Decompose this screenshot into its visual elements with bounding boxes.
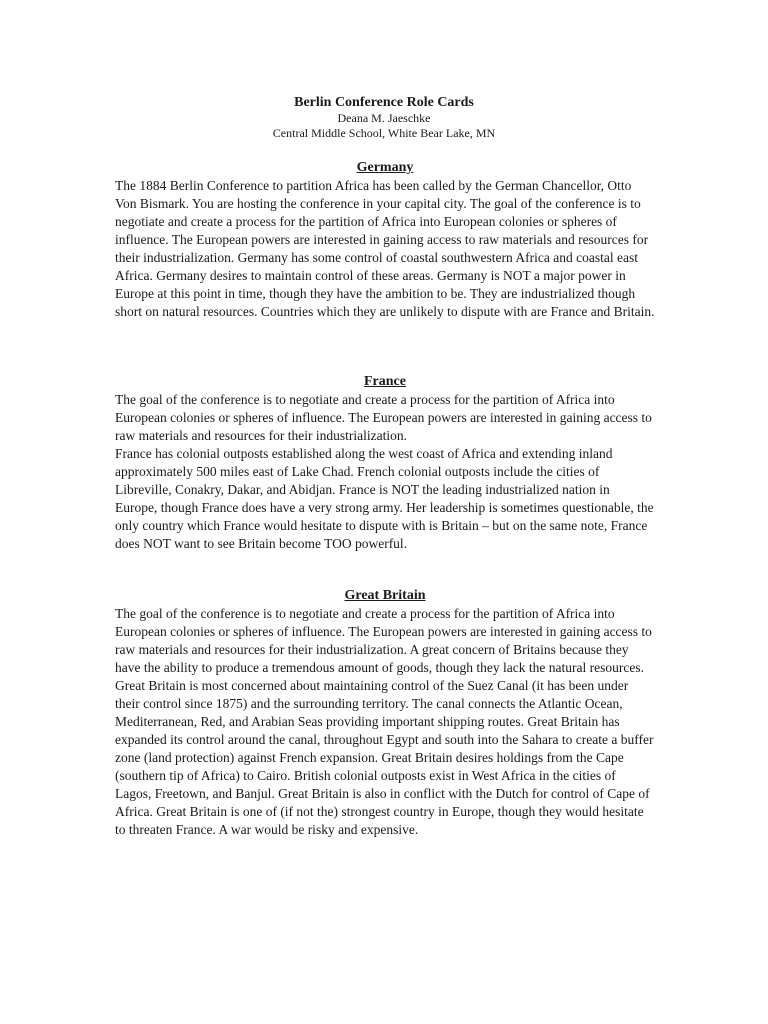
section-heading-france: France [364,374,406,389]
document-title: Berlin Conference Role Cards [294,95,474,110]
document-header [0,94,768,141]
section-paragraph: The 1884 Berlin Conference to partition Africa has been called by the German Chancellor, Otto Von Bismark. You are hosting the conference in your capital city. The goal of the conference is to negotiate and create a process for the partition of Africa into European colonies or spheres of influence. The European powers are interested in gaining access to raw materials and resources for their industrialization. Germany has some control of coastal southwestern Africa and coastal east Africa. Germany desires to maintain control of these areas. Germany is NOT a major power in Europe at this point in time, though they have the ambition to be. They are industrialized though short on natural resources. Countries which they are unlikely to dispute with are France and Britain. [115,178,655,319]
role-card-great-britain [115,587,655,839]
document-author: Deana M. Jaeschke [337,111,431,125]
document-school: Central Middle School, White Bear Lake, MN [272,126,496,140]
role-card-france [115,373,655,553]
role-card-germany [115,159,655,321]
section-paragraph: The goal of the conference is to negotiate and create a process for the partition of Africa into European colonies or spheres of influence. The European powers are interested in gaining access to raw materials and resources for their industrialization. [115,392,652,443]
section-paragraph: France has colonial outposts established along the west coast of Africa and extending inland approximately 500 miles east of Lake Chad. French colonial outposts include the cities of Libreville, Conakry, Dakar, and Abidjan. France is NOT the leading industrialized nation in Europe, though France does have a very strong army. Her leadership is sometimes questionable, the only country which France would hesitate to dispute with is Britain – but on the same note, France does NOT want to see Britain become TOO powerful. [115,446,654,551]
section-heading-great-britain: Great Britain [344,588,426,603]
section-paragraph: The goal of the conference is to negotiate and create a process for the partition of Africa into European colonies or spheres of influence. The European powers are interested in gaining access to raw materials and resources for their industrialization. A great concern of Britains because they have the ability to produce a tremendous amount of goods, though they lack the natural resources. Great Britain is most concerned about maintaining control of the Suez Canal (it has been under their control since 1875) and the surrounding territory. The canal connects the Atlantic Ocean, Mediterranean, Red, and Arabian Seas providing important shipping routes. Great Britain has expanded its control around the canal, throughout Egypt and south into the Sahara to create a buffer zone (land protection) against French expansion. Great Britain desires holdings from the Cape (southern tip of Africa) to Cairo. British colonial outposts exist in West Africa in the cities of Lagos, Freetown, and Banjul. Great Britain is also in conflict with the Dutch for control of Cape of Africa. Great Britain is one of (if not the) strongest country in Europe, though they would hesitate to threaten France. A war would be risky and expensive. [115,606,654,837]
section-heading-germany: Germany [356,160,414,175]
